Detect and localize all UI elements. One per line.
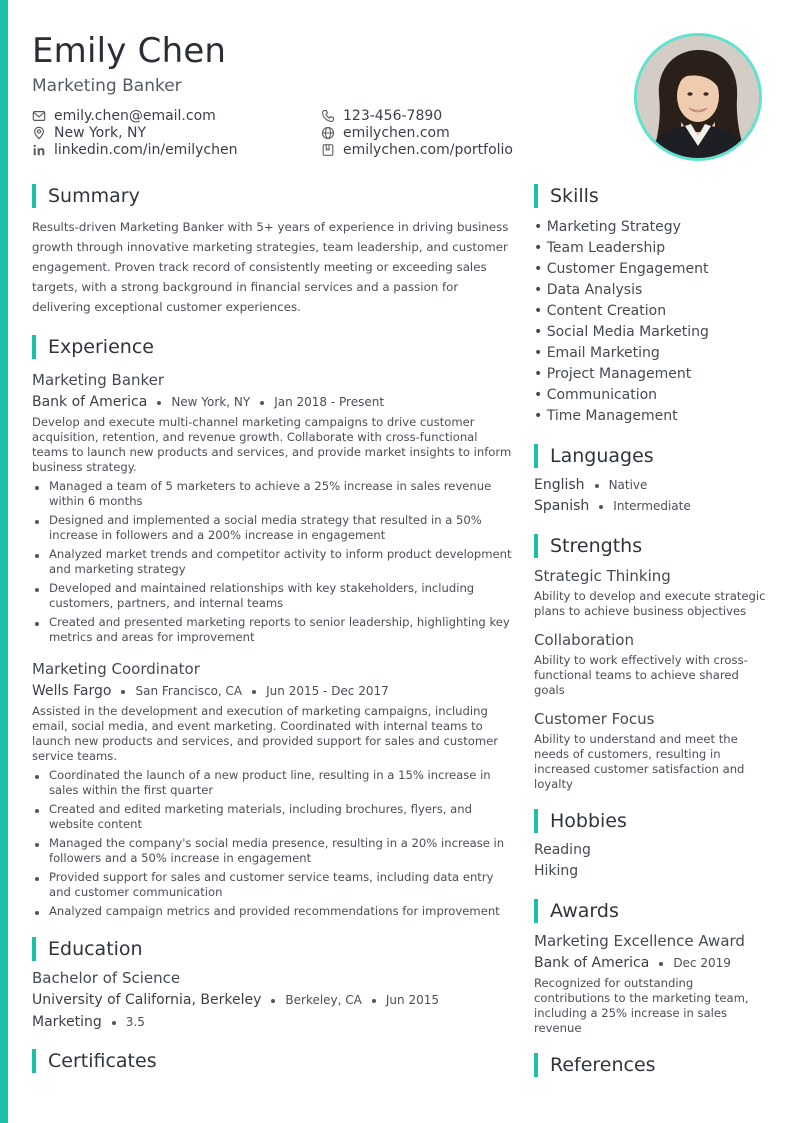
language-level: Intermediate	[613, 499, 691, 513]
skill-item: • Social Media Marketing	[534, 324, 709, 340]
strength-item	[534, 631, 766, 698]
separator-dot	[252, 690, 256, 694]
list-item: Coordinated the launch of a new product line, resulting in a 15% increase in sales within the first quarter	[32, 768, 512, 798]
award-org: Bank of America	[534, 955, 650, 971]
award-desc: Recognized for outstanding contributions to the marketing team, including a 25% increase in sales revenue	[534, 976, 749, 1035]
section-title-certificates: Certificates	[32, 1049, 512, 1073]
job-company: Bank of America	[32, 394, 148, 410]
job-title: Marketing Banker	[32, 76, 182, 96]
skill-item: • Content Creation	[534, 303, 667, 319]
portfolio-text: emilychen.com/portfolio	[343, 141, 513, 158]
separator-dot	[595, 484, 599, 488]
education-school: University of California, Berkeley	[32, 992, 262, 1008]
experience-item	[32, 371, 512, 645]
email-text: emily.chen@email.com	[54, 107, 216, 124]
strength-item	[534, 710, 766, 792]
hobby-item: Hiking	[534, 863, 579, 879]
language-item	[534, 496, 766, 517]
award-date: Dec 2019	[673, 956, 731, 970]
sidebar-column	[534, 184, 766, 1077]
strength-title: Strategic Thinking	[534, 567, 671, 585]
section-title-hobbies: Hobbies	[534, 809, 766, 833]
globe-icon	[321, 126, 335, 140]
list-item: Provided support for sales and customer service teams, including data entry and customer communication	[32, 870, 512, 900]
education-gpa: 3.5	[125, 1015, 145, 1029]
section-title-summary: Summary	[32, 184, 512, 208]
education-degree: Bachelor of Science	[32, 969, 181, 987]
list-item: Created and presented marketing reports to senior leadership, highlighting key metrics and areas for improvement	[32, 615, 512, 645]
separator-dot	[599, 505, 603, 509]
section-title-experience: Experience	[32, 335, 512, 359]
section-title-awards: Awards	[534, 899, 766, 923]
award-meta	[534, 955, 766, 972]
language-name: Spanish	[534, 498, 590, 514]
section-title-strengths: Strengths	[534, 534, 766, 558]
strength-desc: Ability to develop and execute strategic plans to achieve business objectives	[534, 589, 766, 618]
linkedin-icon	[32, 143, 46, 157]
contact-email[interactable]	[32, 107, 216, 124]
section-title-references: References	[534, 1053, 766, 1077]
phone-icon	[321, 109, 335, 123]
list-item: Managed a team of 5 marketers to achieve a 25% increase in sales revenue within 6 months	[32, 479, 512, 509]
strength-item	[534, 567, 766, 619]
separator-dot	[372, 999, 376, 1003]
skill-item: • Team Leadership	[534, 240, 666, 256]
full-name: Emily Chen	[32, 31, 227, 71]
job-meta	[32, 683, 512, 700]
skill-item: • Data Analysis	[534, 282, 643, 298]
linkedin-text: linkedin.com/in/emilychen	[54, 141, 238, 158]
skill-item: • Time Management	[534, 408, 678, 424]
list-item: Designed and implemented a social media strategy that resulted in a 50% increase in followers and a 200% increase in engagement	[32, 513, 512, 543]
education-item	[32, 969, 512, 1031]
skill-item: • Communication	[534, 387, 658, 403]
resume-header	[32, 30, 592, 158]
website-text: emilychen.com	[343, 124, 450, 141]
separator-dot	[157, 401, 161, 405]
contact-linkedin[interactable]	[32, 141, 237, 158]
language-item	[534, 475, 766, 496]
skill-item: • Customer Engagement	[534, 261, 709, 277]
job-dates: Jun 2015 - Dec 2017	[266, 684, 389, 698]
phone-text: 123-456-7890	[343, 107, 443, 124]
skill-item: • Email Marketing	[534, 345, 660, 361]
hobby-item: Reading	[534, 842, 591, 858]
contact-location	[32, 124, 146, 141]
job-meta	[32, 394, 512, 411]
location-text: New York, NY	[54, 124, 147, 141]
job-location: San Francisco, CA	[135, 684, 243, 698]
education-field: Marketing	[32, 1014, 102, 1030]
separator-dot	[659, 962, 663, 966]
strength-desc: Ability to understand and meet the needs of customers, resulting in increased customer satisfaction and loyalty	[534, 732, 745, 791]
list-item: Analyzed campaign metrics and provided recommendations for improvement	[32, 904, 512, 919]
education-date: Jun 2015	[385, 993, 439, 1007]
job-role: Marketing Coordinator	[32, 660, 200, 678]
skills-list	[534, 217, 766, 427]
summary-text: Results-driven Marketing Banker with 5+ years of experience in driving business growth through innovative marketing strategies, team leadership, and customer engagement. Proven track record of consistently meeting or exceeding sales targets, with a strong background in financial services and a passion for delivering exceptional customer experiences.	[32, 220, 509, 314]
language-name: English	[534, 477, 585, 493]
languages-list	[534, 475, 766, 517]
separator-dot	[260, 401, 264, 405]
education-location: Berkeley, CA	[285, 993, 362, 1007]
bookmark-book-icon	[321, 143, 335, 157]
strength-desc: Ability to work effectively with cross-functional teams to achieve shared goals	[534, 653, 748, 697]
contact-website[interactable]	[321, 124, 450, 141]
job-bullets	[32, 768, 512, 919]
portrait-avatar-icon	[637, 36, 759, 158]
contact-phone[interactable]	[321, 107, 442, 124]
location-pin-icon	[32, 126, 46, 140]
mail-icon	[32, 109, 46, 123]
job-location: New York, NY	[171, 395, 251, 409]
education-meta	[32, 992, 512, 1009]
section-title-languages: Languages	[534, 444, 766, 468]
job-role: Marketing Banker	[32, 371, 165, 389]
award-item	[534, 932, 766, 1036]
education-field-line	[32, 1014, 512, 1031]
list-item: Created and edited marketing materials, including brochures, flyers, and website content	[32, 802, 512, 832]
skill-item: • Marketing Strategy	[534, 219, 681, 235]
section-title-education: Education	[32, 937, 512, 961]
main-column	[32, 184, 512, 1073]
hobbies-list	[534, 840, 766, 882]
job-description: Assisted in the development and execution of marketing campaigns, including email, social media, and event marketing. Coordinated with internal teams to launch new products and services, and provided support for sales and customer service teams.	[32, 704, 499, 763]
job-dates: Jan 2018 - Present	[274, 395, 385, 409]
job-bullets	[32, 479, 512, 645]
section-title-skills: Skills	[534, 184, 766, 208]
profile-photo	[634, 33, 762, 161]
experience-item	[32, 660, 512, 919]
list-item: Analyzed market trends and competitor activity to inform product development and marketing strategy	[32, 547, 512, 577]
strength-title: Collaboration	[534, 631, 634, 649]
list-item: Developed and maintained relationships with key stakeholders, including customers, partners, and internal teams	[32, 581, 512, 611]
contact-portfolio[interactable]	[321, 141, 513, 158]
accent-bar	[0, 0, 8, 1123]
separator-dot	[271, 999, 275, 1003]
skill-item: • Project Management	[534, 366, 692, 382]
language-level: Native	[608, 478, 648, 492]
award-title: Marketing Excellence Award	[534, 932, 745, 950]
strength-title: Customer Focus	[534, 710, 655, 728]
job-description: Develop and execute multi-channel marketing campaigns to drive customer acquisition, retention, and revenue growth. Collaborate with cross-functional teams to launch new products and services, and provide market insights to inform business strategy.	[32, 415, 512, 474]
separator-dot	[112, 1021, 116, 1025]
separator-dot	[121, 690, 125, 694]
list-item: Managed the company's social media presence, resulting in a 20% increase in followers and a 50% increase in engagement	[32, 836, 512, 866]
job-company: Wells Fargo	[32, 683, 112, 699]
